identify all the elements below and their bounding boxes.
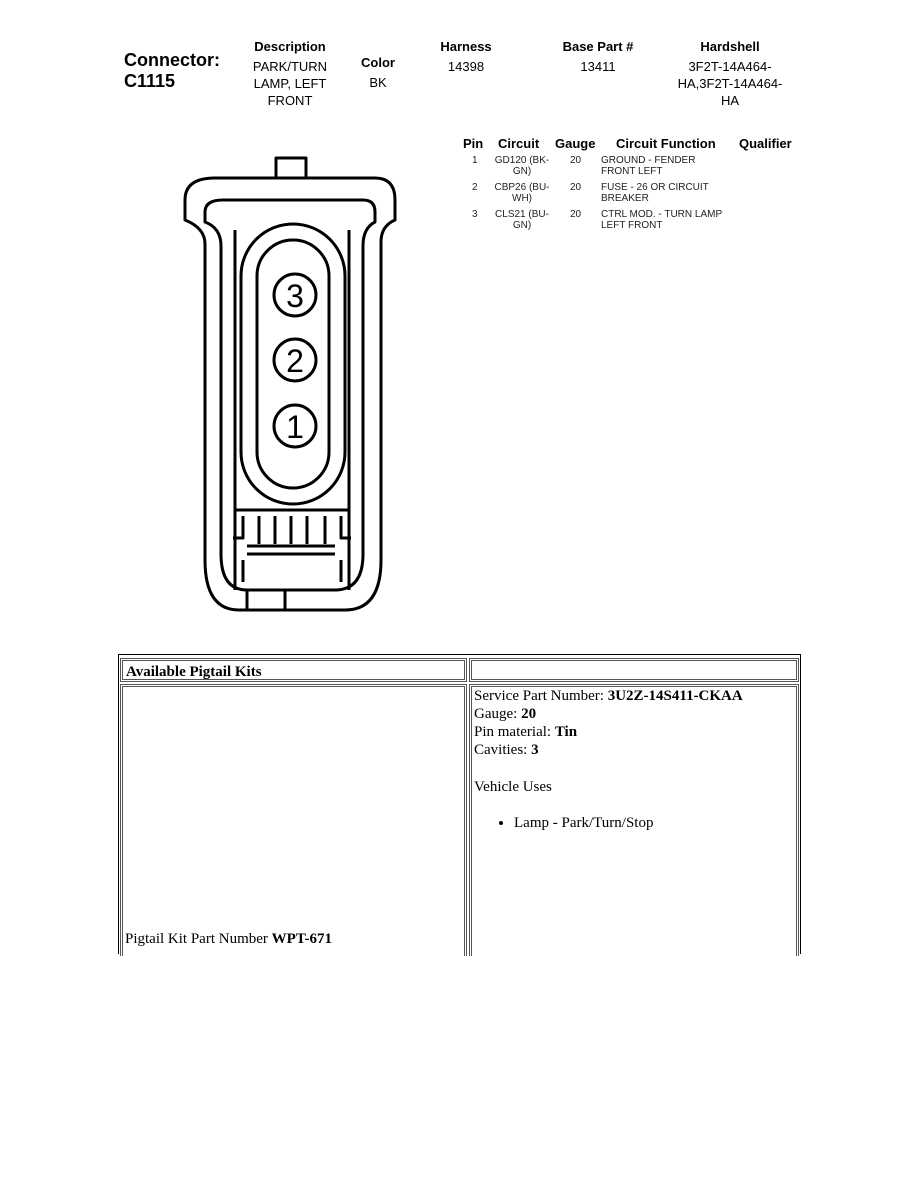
pin-material-line: Pin material: Tin [474, 724, 578, 740]
pigtail-kit-number: WPT-671 [271, 931, 332, 947]
connector-label: Connector: [124, 50, 220, 70]
pigtail-kit-cell [120, 684, 467, 956]
pin-header: Pin [463, 136, 484, 151]
description-value: PARK/TURN LAMP, LEFT FRONT [252, 59, 328, 108]
vehicle-uses-list [474, 814, 794, 832]
base-part-header: Base Part # [562, 39, 634, 54]
connector-face-diagram [175, 150, 415, 620]
pin-circuit: GD120 (BK- GN) [494, 155, 550, 177]
description-header: Description [254, 39, 326, 54]
gauge-header: Gauge [555, 136, 596, 151]
vehicle-use-item: • Lamp - Park/Turn/Stop [514, 814, 794, 832]
pin-1-label: 1 [286, 409, 304, 445]
hardshell-header: Hardshell [700, 39, 760, 54]
gauge-value: 20 [521, 706, 537, 722]
qualifier-header: Qualifier [739, 136, 792, 151]
service-part-number: 3U2Z-14S411-CKAA [607, 688, 743, 704]
circuit-function-header: Circuit Function [616, 136, 716, 151]
pigtail-title: Available Pigtail Kits [120, 658, 467, 682]
cavities-line: Cavities: 3 [474, 742, 539, 758]
harness-value: 14398 [447, 59, 485, 74]
pin-material-value: Tin [554, 724, 578, 740]
service-part-cell [469, 684, 799, 956]
color-value: BK [369, 75, 387, 90]
circuit-header: Circuit [498, 136, 540, 151]
pin-circuit: CBP26 (BU- WH) [494, 182, 550, 204]
pin-function: CTRL MOD. - TURN LAMP LEFT FRONT [601, 209, 723, 231]
gauge-line: Gauge: 20 [474, 706, 537, 722]
pin-gauge: 20 [570, 155, 582, 166]
pigtail-header-empty [469, 658, 799, 682]
locking-tab [276, 158, 306, 178]
hardshell-value: 3F2T-14A464- HA,3F2T-14A464- HA [677, 59, 783, 108]
pin-number: 1 [472, 155, 478, 166]
vehicle-uses-heading: Vehicle Uses [474, 779, 552, 795]
base-part-value: 13411 [580, 59, 616, 74]
pin-gauge: 20 [570, 182, 582, 193]
pin-function: GROUND - FENDER FRONT LEFT [601, 155, 696, 177]
pin-2-label: 2 [286, 343, 304, 379]
harness-header: Harness [440, 39, 492, 54]
connector-heading [124, 50, 220, 92]
color-header: Color [361, 55, 395, 70]
pin-number: 2 [472, 182, 478, 193]
pin-number: 3 [472, 209, 478, 220]
pin-3-label: 3 [286, 278, 304, 314]
service-part-line: Service Part Number: 3U2Z-14S411-CKAA [474, 688, 743, 704]
connector-id: C1115 [124, 71, 176, 91]
pin-gauge: 20 [570, 209, 582, 220]
cavities-value: 3 [531, 742, 539, 758]
pin-function: FUSE - 26 OR CIRCUIT BREAKER [601, 182, 709, 204]
pigtail-kit-number-line: Pigtail Kit Part Number WPT-671 [125, 931, 332, 947]
pin-circuit: CLS21 (BU- GN) [495, 209, 549, 231]
